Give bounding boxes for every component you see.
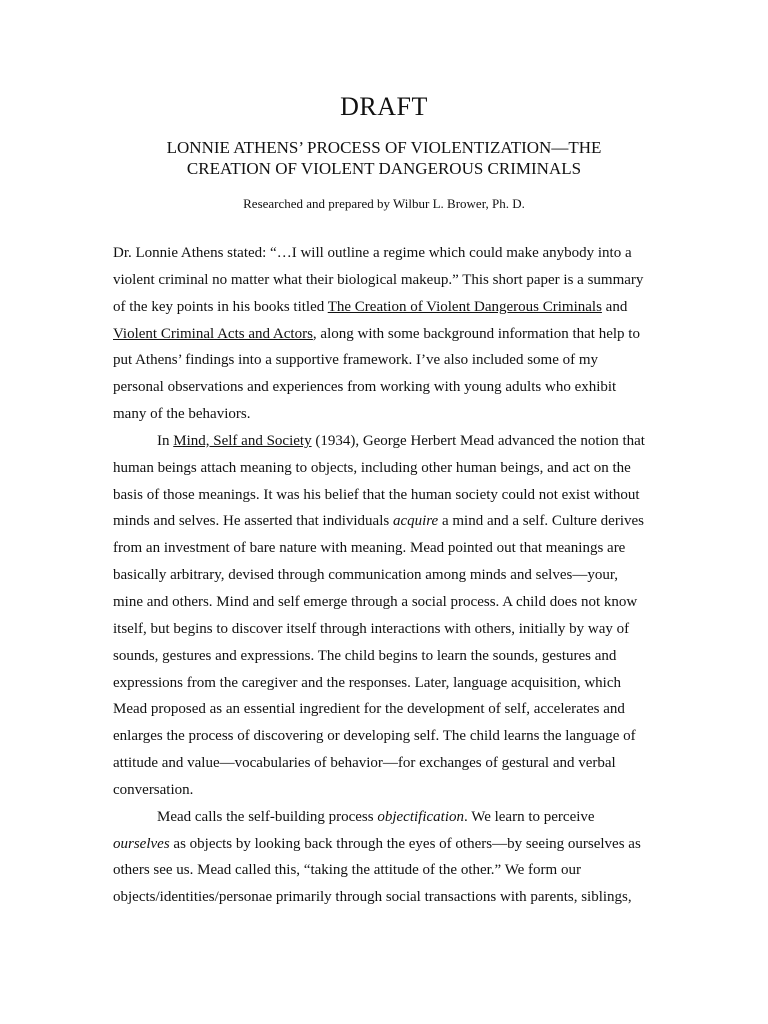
- text-run: personal observations and experiences from working with young adults who exhibit: [113, 379, 617, 396]
- title-line: LONNIE ATHENS’ PROCESS OF VIOLENTIZATION—THE: [166, 138, 602, 157]
- body-line: [113, 643, 635, 670]
- text-run: from an investment of bare nature with meaning. Mead pointed out that meanings are: [113, 540, 626, 557]
- body-line: [113, 804, 635, 831]
- underlined-title: Mind, Self and Society: [173, 432, 312, 449]
- body-line: [113, 723, 635, 750]
- body-text: [113, 240, 645, 911]
- text-run: human beings attach meaning to objects, including other human beings, and act on the: [113, 459, 631, 476]
- text-run: In: [157, 432, 174, 449]
- italic-term: objectification: [377, 808, 465, 825]
- title-line: CREATION OF VIOLENT DANGEROUS CRIMINALS: [186, 159, 582, 178]
- text-run: Mead calls the self-building process: [157, 808, 378, 825]
- text-run: Mead proposed as an essential ingredient for the development of self, accelerates and: [113, 701, 625, 718]
- italic-term: acquire: [392, 513, 439, 530]
- body-line: [113, 294, 635, 321]
- text-run: objects/identities/personae primarily through social transactions with parents, siblings,: [113, 889, 632, 906]
- text-run: violent criminal no matter what their biological makeup.” This short paper is a summary: [113, 271, 644, 288]
- text-run: (1934), George Herbert Mead advanced the notion that: [311, 432, 645, 449]
- body-line: [113, 455, 635, 482]
- text-run: itself, but begins to discover itself through interactions with others, initially by way of: [113, 620, 630, 637]
- body-line: [113, 616, 635, 643]
- text-run: of the key points in his books titled: [113, 298, 328, 315]
- body-line: [113, 670, 635, 697]
- text-run: mine and others. Mind and self emerge through a social process. A child does not know: [113, 593, 638, 610]
- italic-term: ourselves: [113, 835, 170, 852]
- text-run: basis of those meanings. It was his belief that the human society could not exist without: [113, 486, 640, 503]
- body-line: [113, 347, 635, 374]
- body-line: [113, 777, 635, 804]
- body-line: [113, 482, 640, 509]
- body-line: [113, 857, 635, 884]
- body-line: [113, 428, 645, 455]
- body-line: [113, 240, 635, 267]
- text-run: attitude and value—vocabularies of behavior—for exchanges of gestural and verbal: [113, 755, 616, 772]
- document-title: [0, 137, 768, 179]
- body-line: [113, 321, 640, 348]
- body-line: [113, 696, 635, 723]
- body-line: [113, 562, 635, 589]
- text-run: and: [601, 298, 628, 315]
- body-line: [113, 589, 638, 616]
- text-run: a mind and a self. Culture derives: [438, 513, 644, 530]
- body-line: [113, 401, 635, 428]
- text-run: . We learn to perceive: [464, 808, 595, 825]
- text-run: enlarges the process of discovering or developing self. The child learns the language of: [113, 728, 636, 745]
- text-run: basically arbitrary, devised through communication among minds and selves—your,: [113, 567, 618, 584]
- text-run: conversation.: [113, 781, 194, 798]
- body-line: [113, 831, 641, 858]
- body-line: [113, 508, 644, 535]
- text-run: others see us. Mead called this, “taking the attitude of the other.” We form our: [113, 862, 581, 879]
- body-line: [113, 750, 635, 777]
- text-run: many of the behaviors.: [113, 406, 251, 423]
- underlined-title: Violent Criminal Acts and Actors: [113, 325, 313, 342]
- body-line: [113, 884, 635, 911]
- author-byline: Researched and prepared by Wilbur L. Brower, Ph. D.: [243, 196, 525, 211]
- body-line: [113, 267, 644, 294]
- text-run: put Athens’ findings into a supportive framework. I’ve also included some of my: [113, 352, 599, 369]
- text-run: as objects by looking back through the eyes of others—by seeing ourselves as: [169, 835, 641, 852]
- draft-label: DRAFT: [340, 92, 428, 121]
- text-run: Dr. Lonnie Athens stated: “…I will outline a regime which could make anybody into a: [113, 245, 632, 261]
- text-run: , along with some background information that help to: [312, 325, 640, 342]
- underlined-title: The Creation of Violent Dangerous Criminals: [327, 298, 602, 315]
- text-run: minds and selves. He asserted that individuals: [113, 513, 393, 530]
- text-run: sounds, gestures and expressions. The child begins to learn the sounds, gestures and: [113, 647, 617, 664]
- body-line: [113, 535, 635, 562]
- body-line: [113, 374, 635, 401]
- text-run: expressions from the caregiver and the responses. Later, language acquisition, which: [113, 674, 621, 691]
